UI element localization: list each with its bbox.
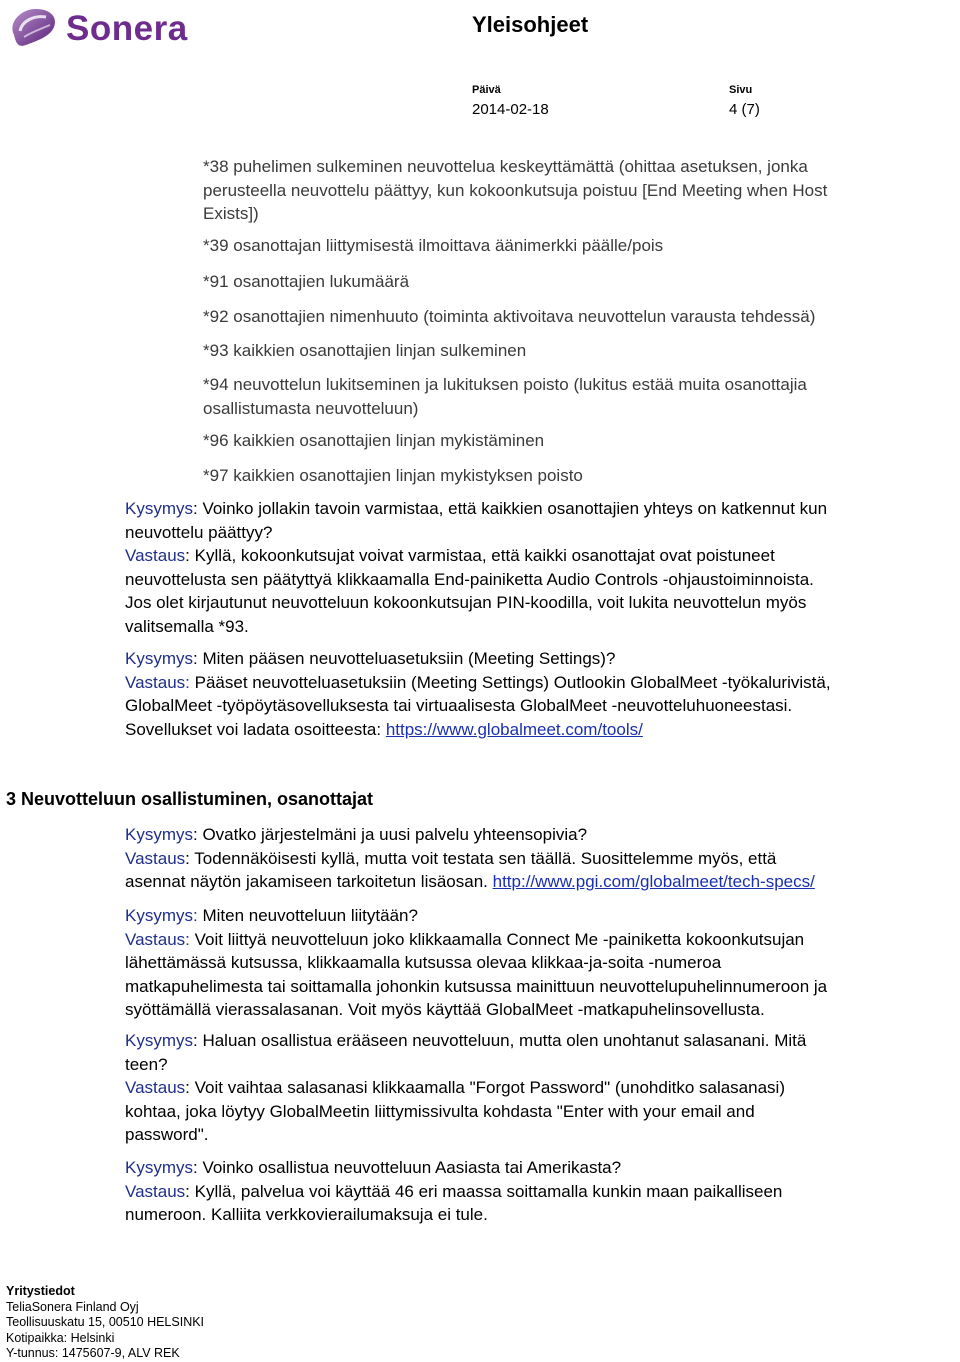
answer-line: kohtaa, joka löytyy GlobalMeetin liittymissivulta kohdasta "Enter with your email and (125, 1101, 755, 1121)
code-96: *96 kaikkien osanottajien linjan mykistäminen (203, 431, 545, 450)
answer: Vastaus: Pääset neuvotteluasetuksiin (Meeting Settings) Outlookin GlobalMeet -työkalurivistä, (125, 672, 831, 692)
date-value: 2014-02-18 (472, 101, 549, 118)
answer-label: Vastaus (125, 848, 186, 868)
question-line: neuvottelu päättyy? (125, 522, 273, 542)
answer-line: numeroon. Kalliita verkkovierailumaksuja ei tule. (125, 1205, 488, 1224)
globalmeet-tools-link[interactable]: https://www.globalmeet.com/tools/ (385, 719, 643, 739)
answer-line: neuvottelusta sen päätyttyä klikkaamalla End-painiketta Audio Controls -ohjaustoiminnoista. (125, 569, 814, 589)
footer-line: Kotipaikka: Helsinki (6, 1330, 115, 1345)
question-label: Kysymys (125, 649, 193, 668)
code-97: *97 kaikkien osanottajien linjan mykistyksen poisto (203, 466, 583, 485)
page-label: Sivu (729, 84, 753, 96)
answer-line: Sovellukset voi ladata osoitteesta: https://www.globalmeet.com/tools/ (125, 719, 643, 739)
question-line: teen? (125, 1054, 168, 1074)
sonera-logo (6, 2, 196, 56)
answer: Vastaus: Todennäköisesti kyllä, mutta voit testata sen täällä. Suosittelemme myös, että (125, 848, 777, 868)
code-line: *38 puhelimen sulkeminen neuvottelua keskeyttämättä (ohittaa asetuksen, jonka (203, 157, 808, 176)
question-label: Kysymys: (125, 906, 198, 925)
question-label: Kysymys (125, 1158, 193, 1177)
logo-text: Sonera (66, 9, 188, 48)
answer-label: Vastaus: (125, 929, 190, 949)
question: Kysymys: Voinko jollakin tavoin varmistaa, että kaikkien osanottajien yhteys on katkennut kun (125, 499, 828, 518)
question: Kysymys: Miten pääsen neuvotteluasetuksiin (Meeting Settings)? (125, 649, 616, 668)
faq-block (125, 904, 827, 1022)
answer-label: Vastaus (125, 1078, 186, 1097)
code-line: Exists]) (203, 204, 259, 223)
answer-line: matkapuhelimesta tai soittamalla johonkin kutsussa mainittuun neuvottelupuhelinnumeroon ja (125, 976, 828, 996)
code-line: perusteella neuvottelu päättyy, kun kokoonkutsuja poistuu [End Meeting when Host (203, 180, 828, 200)
answer-line: password". (125, 1125, 209, 1144)
faq-block (125, 1156, 782, 1227)
code-92: *92 osanottajien nimenhuuto (toiminta aktivoitava neuvottelun varausta tehdessä) (203, 307, 816, 326)
date-label: Päivä (472, 84, 501, 96)
answer-line: valitsemalla *93. (125, 616, 249, 636)
answer-line: Jos olet kirjautunut neuvotteluun kokoonkutsujan PIN-koodilla, voit lukita neuvottelun myös (125, 593, 807, 612)
document-title: Yleisohjeet (472, 12, 589, 37)
answer: Vastaus: Kyllä, palvelua voi käyttää 46 eri maassa soittamalla kunkin maan paikalliseen (125, 1181, 783, 1201)
question-label: Kysymys (125, 825, 193, 844)
tech-specs-link[interactable]: http://www.pgi.com/globalmeet/tech-specs/ (492, 872, 815, 891)
answer-label: Vastaus (125, 1181, 186, 1201)
answer: Vastaus: Kyllä, kokoonkutsujat voivat varmistaa, että kaikki osanottajat ovat poistuneet (125, 546, 775, 565)
answer-line: asennat näytön jakamiseen tarkoitetun lisäosan. http://www.pgi.com/globalmeet/tech-specs/ (125, 872, 815, 891)
code-line: *94 neuvottelun lukitseminen ja lukituksen poisto (lukitus estää muita osanottajia (203, 375, 807, 394)
company-info-footer (6, 1284, 204, 1362)
question: Kysymys: Ovatko järjestelmäni ja uusi palvelu yhteensopivia? (125, 825, 588, 844)
answer-line: syöttämällä vierassalasanan. Voit myös käyttää GlobalMeet -matkapuhelinsovellusta. (125, 1000, 765, 1019)
faq-block (125, 647, 831, 741)
code-94 (203, 373, 807, 420)
answer-label: Vastaus: (125, 672, 190, 692)
question: Kysymys: Voinko osallistua neuvotteluun Aasiasta tai Amerikasta? (125, 1158, 622, 1177)
question-label: Kysymys (125, 1031, 193, 1050)
faq-block (125, 497, 827, 638)
question: Kysymys: Miten neuvotteluun liitytään? (125, 906, 418, 925)
code-93: *93 kaikkien osanottajien linjan sulkeminen (203, 341, 527, 360)
footer-line: Y-tunnus: 1475607-9, ALV REK (6, 1346, 180, 1360)
page-number: 4 (7) (729, 101, 760, 118)
faq-block (125, 823, 815, 894)
answer: Vastaus: Voit liittyä neuvotteluun joko klikkaamalla Connect Me -painiketta kokoonkutsujan (125, 929, 805, 949)
footer-line: Teollisuuskatu 15, 00510 HELSINKI (6, 1315, 205, 1329)
code-39: *39 osanottajan liittymisestä ilmoittava äänimerkki päälle/pois (203, 236, 664, 255)
question: Kysymys: Haluan osallistua erääseen neuvotteluun, mutta olen unohtanut salasanani. Mitä (125, 1031, 807, 1050)
code-91: *91 osanottajien lukumäärä (203, 272, 410, 291)
answer-line: lähettämässä kutsussa, klikkaamalla kutsussa olevaa klikkaa-ja-soita -numeroa (125, 953, 722, 972)
section-heading: 3 Neuvotteluun osallistuminen, osanottajat (6, 789, 374, 809)
footer-label: Yritystiedot (6, 1284, 75, 1298)
code-line: osallistumasta neuvotteluun) (203, 398, 419, 418)
faq-block (125, 1029, 806, 1147)
sonera-pebble-icon (6, 5, 60, 53)
answer: Vastaus: Voit vaihtaa salasanasi klikkaamalla "Forgot Password" (unohditko salasanasi) (125, 1078, 785, 1097)
answer-line: GlobalMeet -työpöytäsovelluksesta tai virtuaalisesta GlobalMeet -neuvotteluhuoneestasi. (125, 696, 793, 715)
answer-label: Vastaus (125, 546, 186, 565)
code-38 (203, 155, 827, 226)
question-label: Kysymys (125, 499, 193, 518)
footer-line: TeliaSonera Finland Oyj (6, 1299, 139, 1314)
